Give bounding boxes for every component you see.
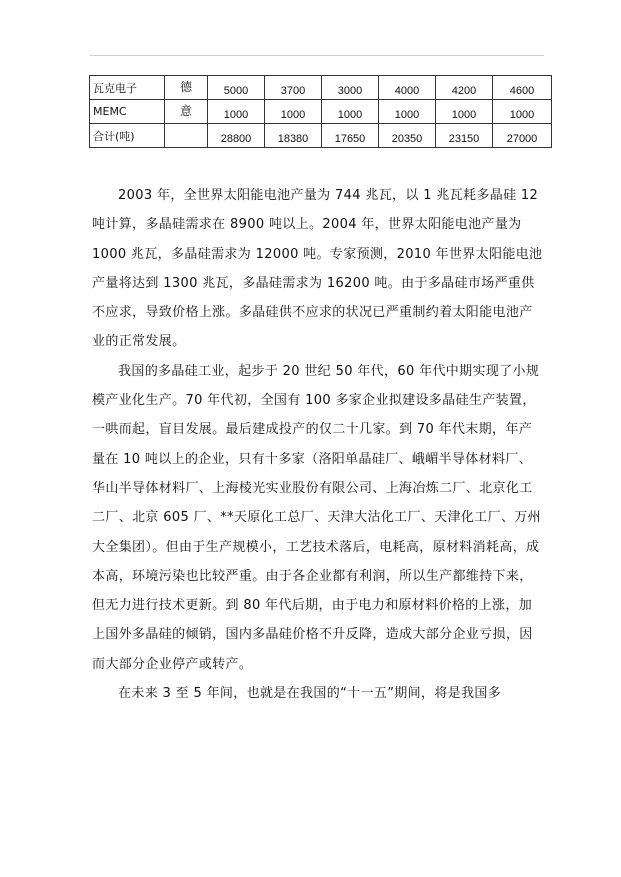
paragraph-china-history: 我国的多晶硅工业，起步于 20 世纪 50 年代，60 年代中期实现了小规模产业化生产。70 年代初，全国有 100 多家企业拟建设多晶硅生产装置，一哄而起，盲目发展。最后建成投产的仅二十几家。到 70 年代末期，年产量在 10 吨以上的企业，只有十多家（洛阳单晶硅厂、峨嵋半导体材料厂、华山半导体材料厂、上海棱光实业股份有限公司、上海冶炼二厂、北京化工二厂、北京 605 厂、**天原化工总厂、天津大沽化工厂、天津化工厂、万州大全集团）。但由于生产规模小，工艺技术落后，电耗高，原材料消耗高，成本高，环境污染也比较严重。由于各企业都有利润，所以生产都维持下来，但无力进行技术更新。到 80 年代后期，由于电力和原材料价格的上涨，加上国外多晶硅的倾销，国内多晶硅价格不升反降，造成大部分企业亏损，因而大部分企业停产或转产。	[92, 363, 542, 672]
production-table	[89, 75, 552, 148]
header-rule	[90, 55, 544, 56]
company-cell: 合计(吨)	[90, 124, 165, 148]
value-cell: 23150	[436, 124, 493, 148]
country-cell: 意	[165, 100, 208, 124]
value-cell: 1000	[322, 100, 379, 124]
value-cell: 28800	[208, 124, 265, 148]
value-cell: 3700	[265, 76, 322, 100]
value-cell: 4600	[493, 76, 552, 100]
country-cell	[165, 124, 208, 148]
country-cell: 德	[165, 76, 208, 100]
value-cell: 1000	[493, 100, 552, 124]
table-row-total	[90, 124, 552, 148]
value-cell: 5000	[208, 76, 265, 100]
value-cell: 3000	[322, 76, 379, 100]
company-cell: 瓦克电子	[90, 76, 165, 100]
value-cell: 1000	[379, 100, 436, 124]
value-cell: 1000	[208, 100, 265, 124]
value-cell: 18380	[265, 124, 322, 148]
value-cell: 20350	[379, 124, 436, 148]
paragraph-world-demand: 2003 年，全世界太阳能电池产量为 744 兆瓦，以 1 兆瓦耗多晶硅 12 吨计算，多晶硅需求在 8900 吨以上。2004 年，世界太阳能电池产量为 1000 兆瓦，多晶硅需求为 12000 吨。专家预测，2010 年世界太阳能电池产量将达到 1300 兆瓦，多晶硅需求为 16200 吨。由于多晶硅市场严重供不应求，导致价格上涨。多晶硅供不应求的状况已严重制约着太阳能电池产业的正常发展。	[92, 188, 543, 350]
company-cell: MEMC	[90, 100, 165, 124]
table-row	[90, 100, 552, 124]
document-body	[92, 181, 544, 708]
value-cell: 4200	[436, 76, 493, 100]
value-cell: 1000	[265, 100, 322, 124]
value-cell: 1000	[436, 100, 493, 124]
paragraph-outlook: 在未来 3 至 5 年间，也就是在我国的“十一五”期间，将是我国多	[118, 686, 502, 702]
table-row	[90, 76, 552, 100]
value-cell: 27000	[493, 124, 552, 148]
value-cell: 17650	[322, 124, 379, 148]
value-cell: 4000	[379, 76, 436, 100]
